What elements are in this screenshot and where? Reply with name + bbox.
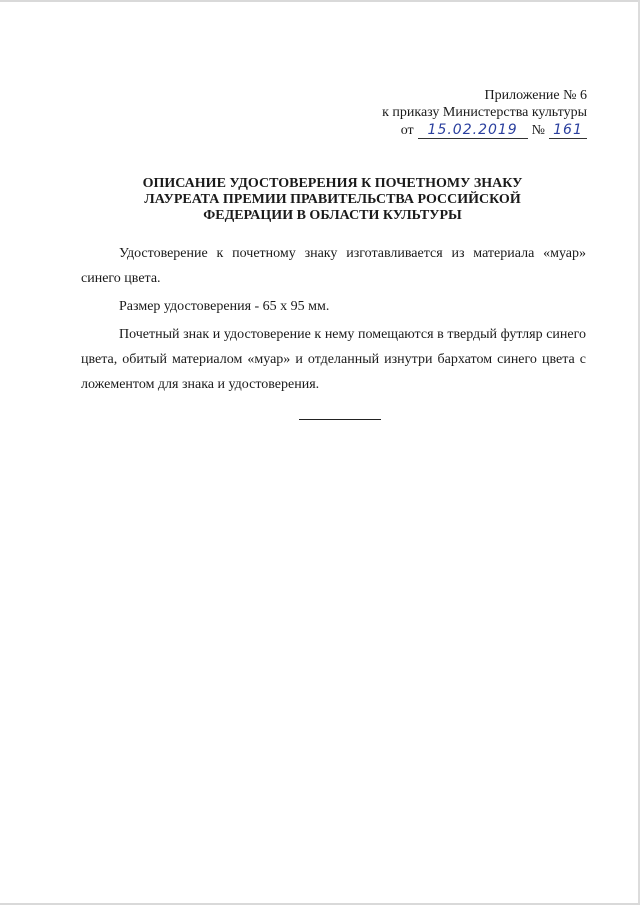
number-label: № <box>531 123 545 138</box>
paragraph-material: Удостоверение к почетному знаку изготавливается из материала «муар» синего цвета. <box>81 246 586 286</box>
appendix-header <box>382 87 587 139</box>
appendix-label: Приложение № 6 <box>484 88 587 103</box>
handwritten-number: 161 <box>549 123 587 139</box>
scan-edge-top <box>0 0 640 2</box>
title-line-2: ЛАУРЕАТА ПРЕМИИ ПРАВИТЕЛЬСТВА РОССИЙСКОЙ <box>144 192 521 207</box>
title-line-1: ОПИСАНИЕ УДОСТОВЕРЕНИЯ К ПОЧЕТНОМУ ЗНАКУ <box>142 176 523 191</box>
from-label: от <box>400 123 414 138</box>
order-reference: к приказу Министерства культуры <box>382 105 587 120</box>
document-title <box>80 176 585 224</box>
order-date-line <box>382 121 587 139</box>
paragraph-case: Почетный знак и удостоверение к нему помещаются в твердый футляр синего цвета, обитый материалом «муар» и отделанный изнутри бархатом синего цвета с ложементом для знака и удостоверения. <box>81 327 586 392</box>
title-line-3: ФЕДЕРАЦИИ В ОБЛАСТИ КУЛЬТУРЫ <box>203 208 462 223</box>
end-divider-line <box>299 419 381 420</box>
document-body <box>81 241 586 400</box>
paragraph-size: Размер удостоверения - 65 х 95 мм. <box>119 299 330 314</box>
handwritten-date: 15.02.2019 <box>418 123 528 139</box>
